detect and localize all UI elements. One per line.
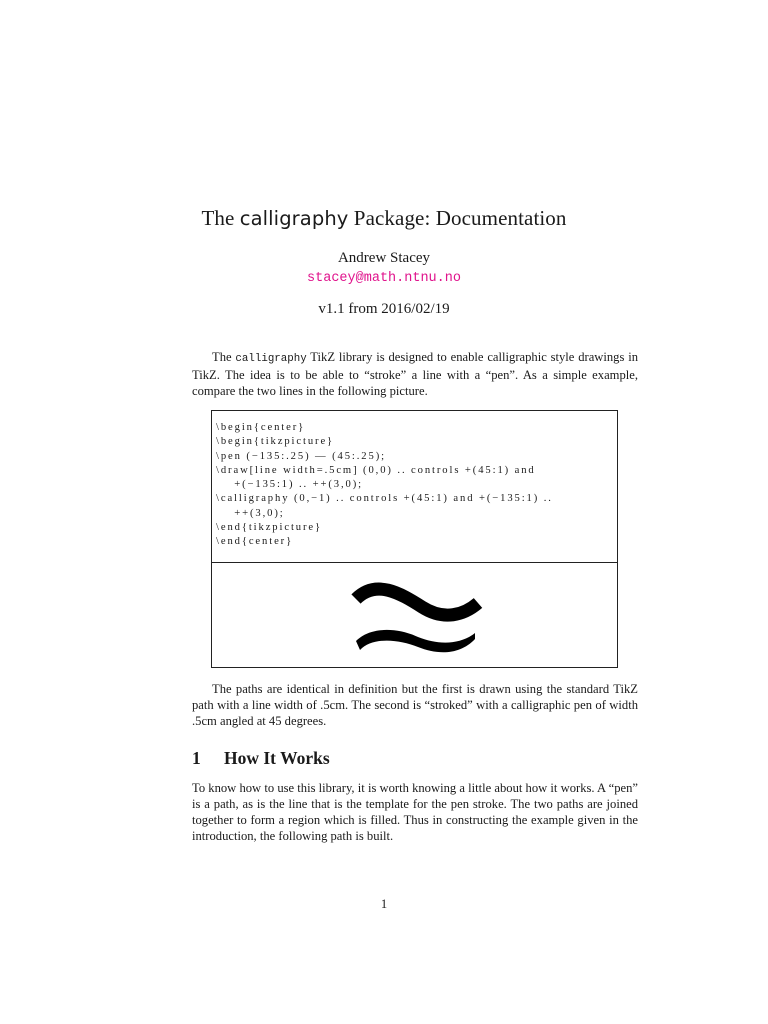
calligraphic-stroke — [356, 630, 475, 652]
section-heading — [192, 748, 330, 769]
page-number: 1 — [380, 897, 388, 911]
thick-line-stroke — [356, 589, 478, 615]
code-line: \begin{center} — [216, 422, 306, 433]
version-date: v1.1 from 2016/02/19 — [318, 301, 450, 317]
intro-after: TikZ library is designed to enable calligraphic style drawings in TikZ. The idea is to be able to “stroke” a line with a “pen”. As a simple example, compare the two lines in the following picture. — [192, 350, 638, 398]
intro-package-name: calligraphy — [235, 353, 307, 365]
intro-before: The — [212, 350, 232, 364]
code-line: \end{tikzpicture} — [216, 522, 323, 534]
intro-paragraph — [192, 349, 638, 399]
author-name: Andrew Stacey — [337, 250, 431, 266]
code-line: \calligraphy (0,−1) .. controls +(45:1) and +(−135:1) .. — [216, 493, 553, 505]
code-line: \draw[line width=.5cm] (0,0) .. controls +(45:1) and — [216, 464, 536, 476]
section-number: 1 — [192, 748, 201, 768]
document-title — [0, 206, 768, 231]
title-suffix: Package: Documentation — [353, 206, 567, 230]
code-example-box — [211, 410, 618, 668]
code-line: \end{center} — [216, 536, 294, 548]
code-output-divider — [212, 562, 617, 563]
code-line: +(−135:1) .. ++(3,0); — [216, 479, 364, 491]
code-line: \pen (−135:.25) — (45:.25); — [216, 450, 386, 462]
code-line: ++(3,0); — [216, 507, 285, 519]
author-email-link[interactable]: stacey@math.ntnu.no — [307, 271, 461, 286]
how-it-works-paragraph: To know how to use this library, it is worth knowing a little about how it works. A “pen” is a path, as is the line that is the template for the pen stroke. The two paths are joined together to form a region which is filled. Thus in constructing the example given in the introduction, the following path is built. — [192, 781, 638, 843]
calligraphy-strokes-figure — [342, 575, 492, 665]
section-title: How It Works — [224, 748, 330, 768]
code-listing — [216, 421, 614, 550]
title-prefix: The — [201, 206, 235, 230]
paths-explanation-paragraph: The paths are identical in definition but the first is drawn using the standard TikZ path with a line width of .5cm. The second is “stroked” with a calligraphic pen of width .5cm angled at 45 degrees. — [192, 682, 638, 728]
code-line: \begin{tikzpicture} — [216, 436, 335, 448]
title-package-name: calligraphy — [239, 207, 349, 230]
